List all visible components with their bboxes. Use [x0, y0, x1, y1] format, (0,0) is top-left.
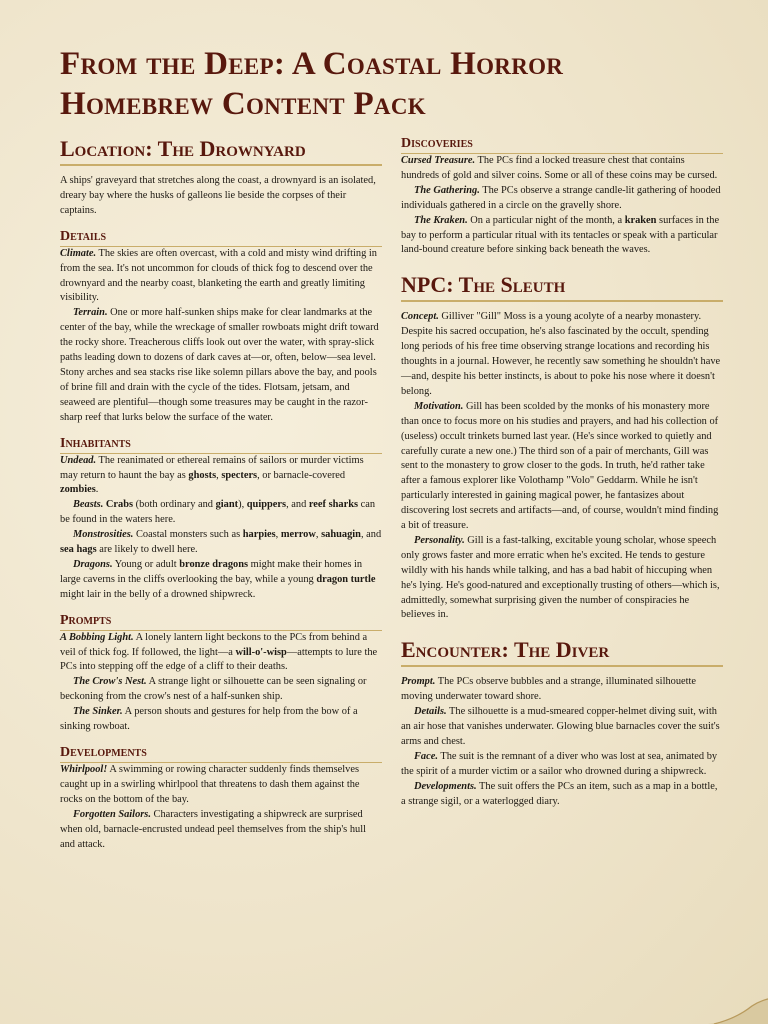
kraken-paragraph [401, 214, 723, 259]
right-column [401, 136, 723, 810]
details-paragraph [401, 705, 723, 750]
developments-paragraph [401, 780, 723, 810]
sinker-text: A person shouts and gestures for help from the bow of a sinking rowboat. [60, 706, 358, 733]
prompt-paragraph [401, 675, 723, 705]
title-line-1: From the Deep: A Coastal Horror [60, 46, 564, 82]
undead-text: , [216, 469, 222, 481]
monstrosities-text: , [275, 529, 281, 541]
monstrosities-text: Coastal monsters such as [133, 529, 243, 541]
personality-lead: Personality. [414, 534, 465, 546]
terrain-paragraph [60, 306, 382, 425]
monstrosities-lead: Monstrosities. [73, 529, 134, 541]
merrow-term: merrow [280, 529, 316, 541]
crows-nest-lead: The Crow's Nest. [73, 676, 147, 688]
details-lead: Details. [414, 706, 447, 718]
specters-term: specters [221, 469, 258, 481]
zombies-term: zombies [60, 484, 96, 496]
concept-text: Gilliver "Gill" Moss is a young acolyte of a nearby monastery. Despite his sacred occupation, he's also fascinated by the occult, spending long periods of his free time observing strange locations and recording his thoughts in a journal. However, he recently saw something he shouldn't have—and, despite his better instincts, is about to poke his nose where it doesn't belong. [401, 311, 721, 397]
bronze-dragons-term: bronze dragons [179, 558, 249, 570]
crabs-term: Crabs [105, 499, 134, 511]
bobbing-light-paragraph [60, 631, 382, 676]
kraken-term: kraken [624, 214, 657, 226]
page-title [60, 44, 720, 124]
crows-nest-paragraph [60, 675, 382, 705]
whirlpool-text: A swimming or rowing character suddenly finds themselves caught up in a swirling whirlpool that threatens to dash them against the rocks on the bottom of the bay. [60, 764, 360, 805]
gathering-paragraph [401, 184, 723, 214]
terrain-lead: Terrain. [73, 307, 108, 319]
will-o-wisp-term: will-o'-wisp [235, 646, 287, 658]
forgotten-sailors-lead: Forgotten Sailors. [73, 808, 151, 820]
monstrosities-text: , [315, 529, 322, 541]
dragons-text: might lair in the belly of a drowned shipwreck. [60, 588, 256, 600]
bobbing-light-lead: A Bobbing Light. [60, 631, 134, 643]
undead-text: . [95, 484, 99, 496]
cursed-treasure-paragraph [401, 154, 723, 184]
ghosts-term: ghosts [188, 469, 217, 481]
prompt-lead: Prompt. [401, 676, 436, 688]
face-lead: Face. [414, 750, 438, 762]
quippers-term: quippers [246, 499, 287, 511]
location-heading: Location: The Drownyard [60, 136, 382, 166]
forgotten-sailors-paragraph [60, 808, 382, 853]
beasts-text: ), [238, 499, 247, 511]
title-line-2: Homebrew Content Pack [60, 86, 426, 122]
left-column [60, 136, 382, 852]
prompt-text: The PCs observe bubbles and a strange, illuminated silhouette moving underwater toward shore. [401, 676, 697, 703]
inhabitants-heading: Inhabitants [60, 436, 382, 454]
dragons-lead: Dragons. [73, 558, 113, 570]
gathering-text: The PCs observe a strange candle-lit gathering of hooded individuals gathered in a circle on the gravelly shore. [401, 184, 721, 211]
sea-hags-term: sea hags [60, 544, 97, 556]
giant-term: giant [215, 499, 239, 511]
dragon-turtle-term: dragon turtle [316, 573, 376, 585]
developments-text: The suit offers the PCs an item, such as a map in a bottle, a strange sigil, or a waterlogged diary. [401, 780, 718, 807]
beasts-lead: Beasts. [73, 499, 104, 511]
climate-paragraph [60, 247, 382, 307]
bobbing-light-text: A lonely lantern light beckons to the PCs from behind a veil of thick fog. If followed, the light—a [60, 631, 368, 658]
motivation-paragraph [401, 400, 723, 534]
climate-lead: Climate. [60, 247, 97, 259]
dragons-text: might make their homes in large caverns in the cliffs overlooking the bay, while a young [60, 558, 363, 585]
undead-lead: Undead. [60, 454, 97, 466]
developments-lead: Developments. [414, 780, 477, 792]
gathering-lead: The Gathering. [414, 184, 480, 196]
sinker-paragraph [60, 705, 382, 735]
climate-text: The skies are often overcast, with a cold and misty wind drifting in from the sea. It's not uncommon for clouds of thick fog to descend over the drownyard and the nearby coast, blanketing the earth and greatly limiting visibility. [60, 247, 377, 304]
forgotten-sailors-text: Characters investigating a shipwreck are surprised when old, barnacle-encrusted undead peel themselves from the ship's hull and attack. [60, 808, 366, 850]
crows-nest-text: A strange light or silhouette can be seen signaling or beckoning from the crow's nest of a half-sunken ship. [60, 676, 367, 703]
undead-text: , or barnacle-covered [257, 469, 346, 481]
prompts-heading: Prompts [60, 613, 382, 631]
monstrosities-text: are likely to dwell here. [96, 544, 198, 556]
details-text: The silhouette is a mud-smeared copper-helmet diving suit, with an air hose that vanishes underwater. Glowing blue barnacles cover the suit's arms and chest. [401, 706, 720, 747]
dragons-paragraph [60, 558, 382, 603]
concept-paragraph [401, 310, 723, 399]
cursed-treasure-lead: Cursed Treasure. [401, 155, 476, 166]
monstrosities-text: , and [360, 529, 382, 541]
cursed-treasure-text: The PCs find a locked treasure chest that contains hundreds of gold and silver coins. Some or all of these coins may be cursed. [401, 155, 718, 181]
discoveries-heading: Discoveries [401, 136, 723, 154]
whirlpool-lead: Whirlpool! [60, 764, 108, 775]
location-intro: A ships' graveyard that stretches along the coast, a drownyard is an isolated, dreary bay where the husks of galleons lie beside the corpses of their captains. [60, 175, 376, 216]
harpies-term: harpies [242, 529, 276, 541]
concept-lead: Concept. [401, 311, 439, 323]
reef-sharks-term: reef sharks [308, 499, 359, 511]
undead-paragraph [60, 454, 382, 499]
beasts-paragraph [60, 498, 382, 528]
personality-paragraph [401, 534, 723, 623]
motivation-text: Gill has been scolded by the monks of his monastery more than once to focus more on his studies and prayers, and had his collection of (useless) occult trinkets burned last year. (He's since worked to quietly and carefully curate a new one.) The third son of a pair of merchants, Gill was sent to the monastery to grow closer to the gods. In truth, he'd rather take after a famous explorer like Volothamp "Volo" Geddarm. While he isn't particularly interested in gaining magical power, he fantasizes about discovering lost secrets and artifacts—and, of course, wouldn't mind finding a bit of treasure. [401, 400, 719, 532]
face-text: The suit is the remnant of a diver who was lost at sea, animated by the spirit of a murder victim or a sailor who drowned during a shipwreck. [401, 750, 718, 777]
motivation-lead: Motivation. [414, 400, 464, 412]
kraken-text: On a particular night of the month, a [467, 214, 625, 226]
developments-heading: Developments [60, 745, 382, 763]
kraken-lead: The Kraken. [414, 214, 468, 226]
encounter-heading: Encounter: The Diver [401, 637, 723, 667]
beasts-text: (both ordinary and [133, 499, 216, 511]
terrain-text: One or more half-sunken ships make for clear landmarks at the center of the bay, while the wreckage of smaller rowboats might drift toward the rocky shore. Treacherous cliffs look out over the water, with spray-slick paths leading down to dozens of dark caves at—or, often, below—sea level. Stony arches and sea stacks rise like solemn pillars above the bay, and pools of brine fill and drain with the cycle of the tides. Flotsam, jetsam, and seaweed are plentiful—though some treasures may be caught in the razor-sharp reef that lurks below the surface of the water. [60, 307, 379, 423]
beasts-text: can be found in the waters here. [60, 499, 376, 526]
whirlpool-paragraph [60, 763, 382, 808]
page-corner-ornament [708, 998, 768, 1024]
undead-text: The reanimated or ethereal remains of sailors or murder victims may return to haunt the bay as [60, 454, 364, 481]
kraken-text: surfaces in the bay to perform a particular ritual with its tentacles or speak with a particular land-bound creature before sinking back beneath the waves. [401, 214, 720, 256]
sahuagin-term: sahuagin [321, 529, 361, 541]
monstrosities-paragraph [60, 528, 382, 558]
details-heading: Details [60, 229, 382, 247]
dragons-text: Young or adult [112, 558, 180, 570]
beasts-text: , and [286, 499, 309, 511]
sinker-lead: The Sinker. [73, 706, 123, 718]
bobbing-light-text: —attempts to lure the PCs into stepping off the edge of a cliff to their deaths. [60, 646, 378, 673]
face-paragraph [401, 750, 723, 780]
personality-text: Gill is a fast-talking, excitable young scholar, whose speech only grows faster and more erratic when he's excited. He tends to gesture wildly with his hands while talking, and has a bad habit of hiccuping when he's lying. He's good-natured and exceptionally trusting of others—which is, admittedly, somewhat surprising given the number of conspiracies he believes in. [401, 534, 720, 621]
npc-heading: NPC: The Sleuth [401, 272, 723, 302]
